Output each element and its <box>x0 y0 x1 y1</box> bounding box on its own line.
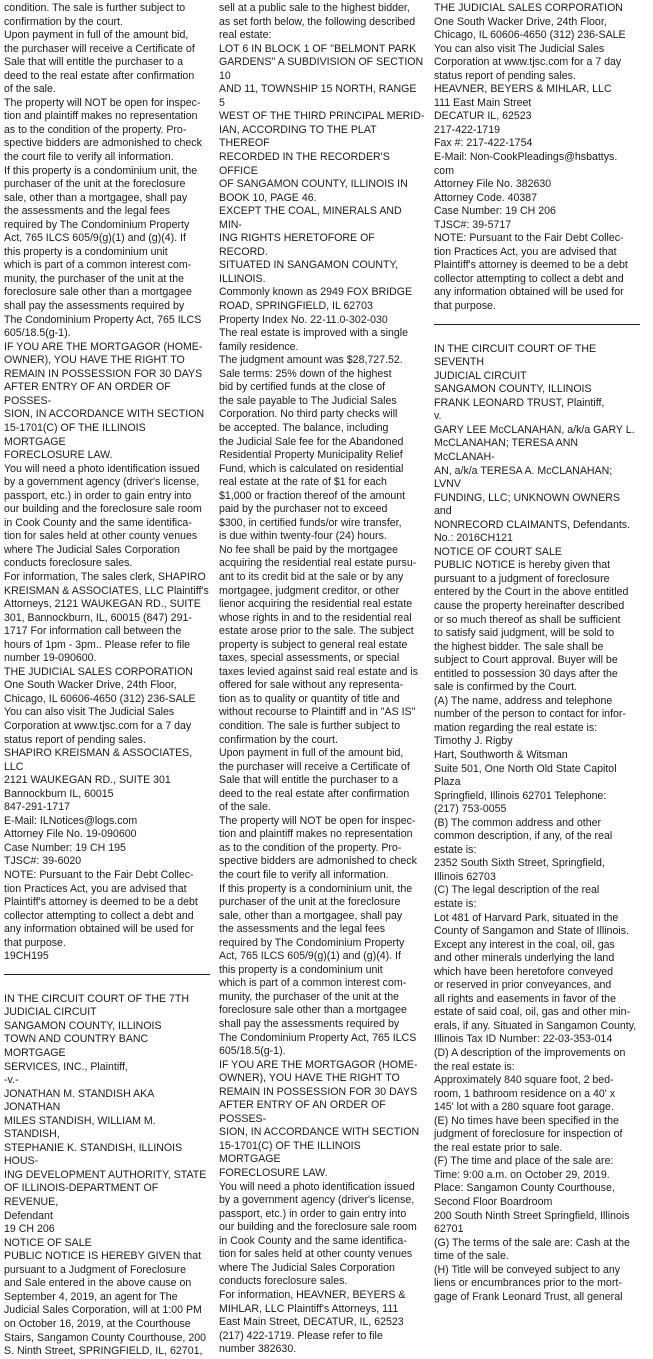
notice-line: THE JUDICIAL SALES CORPORATION <box>4 665 193 678</box>
notice-line: offered for sale without any representa- <box>219 679 404 692</box>
notice-line: v. <box>434 410 442 423</box>
notice-line: No.: 2016CH121 <box>434 532 513 545</box>
notice-line: as to the condition of the property. Pro- <box>4 123 187 136</box>
notice-line: the assessments and the legal fees <box>219 923 386 936</box>
notice-line: Fax #: 217-422-1754 <box>434 137 533 150</box>
notice-line: time of the sale. <box>434 1250 509 1263</box>
notice-line: as to the condition of the property. Pro- <box>219 841 402 854</box>
notice-line: Judicial Sales Corporation, will at 1:00 PM <box>4 1304 202 1317</box>
notice-line: GARDENS'' A SUBDIVISION OF SECTION 10 <box>219 56 424 82</box>
notice-line: 19 CH 206 <box>4 1223 55 1236</box>
notice-line: in Cook County and the same identifica- <box>219 1234 407 1247</box>
notice-line: tion Practices Act, you are advised that <box>4 882 187 895</box>
notice-line: room, 1 bathroom residence on a 40' x <box>434 1087 616 1100</box>
notice-line: Illinois Tax ID Number: 22-03-353-014 <box>434 1033 613 1046</box>
notice-line: sale, other than a mortgagee, shall pay <box>4 191 188 204</box>
notice-line: condition. The sale is further subject to <box>4 2 186 14</box>
notice-line: taxes, special assessments, or special <box>219 652 400 665</box>
notice-line: all rights and easements in favor of the <box>434 992 616 1005</box>
notice-line: conducts foreclosure sales. <box>219 1275 348 1288</box>
notice-line: Chicago, IL 60606-4650 (312) 236-SALE <box>434 29 626 42</box>
notice-line: ING RIGHTS HERETOFORE OF RECORD. <box>219 232 375 258</box>
notice-line: Case Number: 19 CH 206 <box>434 205 556 218</box>
notice-line: TOWN AND COUNTRY BANC MORTGAGE <box>4 1033 149 1060</box>
notice-line: Place: Sangamon County Courthouse, <box>434 1182 615 1195</box>
notice-line: Upon payment in full of the amount bid, <box>219 747 404 760</box>
notice-line: NONRECORD CLAIMANTS, Defendants. <box>434 518 631 531</box>
notice-line: FUNDING, LLC; UNKNOWN OWNERS and <box>434 491 620 518</box>
notice-line: Bannockburn IL, 60015 <box>4 787 114 800</box>
notice-line: Plaza <box>434 776 461 789</box>
notice-line: East Main Street, DECATUR, IL, 62523 <box>219 1316 404 1329</box>
notice-line: 605/18.5(g-1). <box>4 327 71 340</box>
notice-line: 2121 WAUKEGAN RD., SUITE 301 <box>4 774 171 787</box>
notice-line: mortgagee, judgment creditor, or other <box>219 584 400 597</box>
notice-line: 847-291-1717 <box>4 801 70 814</box>
notice-line: which have been heretofore conveyed <box>434 965 614 978</box>
notice-line: 145' lot with a 280 square foot garage. <box>434 1101 614 1114</box>
notice-text-block <box>434 2 640 314</box>
notice-text-block <box>4 993 210 1359</box>
notice-line: The real estate is improved with a single <box>219 327 409 340</box>
notice-line: FRANK LEONARD TRUST, Plaintiff, <box>434 396 605 409</box>
notice-line: condition. The sale is further subject to <box>219 719 401 732</box>
notice-line: this property is a condominium unit <box>219 963 383 976</box>
notice-line: shall pay the assessments required by <box>4 300 185 313</box>
notice-line: DECATUR IL, 62523 <box>434 110 532 123</box>
notice-line: Attorney Code. 40387 <box>434 191 538 204</box>
notice-line: tion Practices Act, you are advised that <box>434 245 617 258</box>
notice-line: County of Sangamon and State of Illinois. <box>434 925 629 938</box>
notice-line: Commonly known as 2949 FOX BRIDGE <box>219 286 413 299</box>
notice-line: by a government agency (driver's license, <box>4 476 200 489</box>
notice-line: One South Wacker Drive, 24th Floor, <box>4 679 177 692</box>
notice-line: tion and plaintiff makes no representation <box>4 110 198 123</box>
notice-line: 62701 <box>434 1223 464 1236</box>
notice-line: required by The Condominium Property <box>219 936 405 949</box>
notice-line: AFTER ENTRY OF AN ORDER OF POSSES- <box>4 381 171 407</box>
notice-line: IN THE CIRCUIT COURT OF THE 7TH <box>4 992 190 1005</box>
notice-line: as set forth below, the following described <box>219 15 416 28</box>
notice-line: number 382630. <box>219 1343 297 1356</box>
notice-line: the court file to verify all information. <box>219 869 389 881</box>
notice-line: of the sale. <box>219 801 271 814</box>
notice-line: purchaser of the unit at the foreclosure <box>4 178 186 191</box>
notice-line: Attorney File No. 382630 <box>434 178 552 191</box>
notice-line: ant to its credit bid at the sale or by any <box>219 570 404 583</box>
notice-line: THE JUDICIAL SALES CORPORATION <box>434 2 623 14</box>
notice-line: McCLANAHAN; TERESA ANN McCLANAH- <box>434 437 579 463</box>
notice-line: 15-1701(C) OF THE ILLINOIS MORTGAGE <box>4 421 146 448</box>
notice-line: subject to Court approval. Buyer will be <box>434 654 618 667</box>
notice-line: tion for sales held at other county venues <box>4 530 198 543</box>
notice-column-1 <box>4 2 210 1358</box>
notice-line: JONATHAN M. STANDISH AKA JONATHAN <box>4 1087 154 1114</box>
notice-line: in Cook County and the same identifica- <box>4 516 192 529</box>
notice-line: lienor acquiring the residential real estate <box>219 598 413 611</box>
notice-line: (217) 422-1719. Please refer to file <box>219 1329 383 1342</box>
notice-line: Attorney File No. 19-090600 <box>4 828 137 841</box>
notice-line: HEAVNER, BEYERS & MIHLAR, LLC <box>434 83 612 96</box>
notice-line: of the sale. <box>4 83 56 96</box>
notice-line: September 4, 2019, an agent for The <box>4 1290 178 1303</box>
notice-line: JUDICIAL CIRCUIT <box>434 369 527 382</box>
notice-line: Springfield, Illinois 62701 Telephone: <box>434 789 607 802</box>
notice-line: You will need a photo identification issued <box>219 1180 415 1193</box>
notice-line: or reserved in prior conveyances, and <box>434 979 612 992</box>
notice-line: Sale that will entitle the purchaser to a <box>4 56 184 69</box>
notice-line: our building and the foreclosure sale room <box>219 1221 417 1234</box>
notice-line: (C) The legal description of the real <box>434 884 600 897</box>
notice-line: 2352 South Sixth Street, Springfield, <box>434 857 605 870</box>
notice-line: FORECLOSURE LAW. <box>219 1167 328 1180</box>
notice-line: PUBLIC NOTICE IS HEREBY GIVEN that <box>4 1250 202 1263</box>
notice-line: MILES STANDISH, WILLIAM M. STANDISH, <box>4 1114 156 1141</box>
notice-line: (E) No times have been specified in the <box>434 1114 619 1127</box>
notice-line: SION, IN ACCORDANCE WITH SECTION <box>219 1126 420 1139</box>
notice-line: NOTICE OF COURT SALE <box>434 545 562 558</box>
notice-line: AND 11, TOWNSHIP 15 NORTH, RANGE 5 <box>219 83 417 109</box>
notice-line: spective bidders are admonished to check <box>4 137 202 150</box>
notice-line: If this property is a condominium unit, the <box>219 882 413 895</box>
notice-line: Plaintiff's attorney is deemed to be a debt <box>4 896 198 909</box>
notice-line: OWNER), YOU HAVE THE RIGHT TO <box>4 354 185 367</box>
notice-line: SANGAMON COUNTY, ILLINOIS <box>434 383 592 396</box>
notice-line: GARY LEE McCLANAHAN, a/k/a GARY L. <box>434 423 635 436</box>
notice-line: our building and the foreclosure sale room <box>4 503 202 516</box>
notice-line: IAN, ACCORDING TO THE PLAT THEREOF <box>219 123 377 150</box>
notice-line: 1717 For information call between the <box>4 625 182 638</box>
notice-line: Defendant <box>4 1209 53 1222</box>
notice-line: entitled to possession 30 days after the <box>434 667 618 680</box>
notice-line: conducts foreclosure sales. <box>4 557 133 570</box>
notice-line: $300, in certified funds/or wire transfer, <box>219 516 402 529</box>
notice-line: number 19-090600. <box>4 652 97 665</box>
notice-line: Act, 765 ILCS 605/9(g)(1) and (g)(4). If <box>219 950 401 963</box>
notice-line: WEST OF THE THIRD PRINCIPAL MERID- <box>219 110 425 123</box>
notice-line: Time: 9:00 a.m. on October 29, 2019. <box>434 1168 610 1181</box>
notice-line: -v.- <box>4 1074 19 1087</box>
notice-line: 111 East Main Street <box>434 96 532 109</box>
notice-line: the assessments and the legal fees <box>4 205 171 218</box>
notice-line: AN, a/k/a TERESA A. McCLANAHAN; LVNV <box>434 464 613 491</box>
notice-line: Act, 765 ILCS 605/9(g)(1) and (g)(4). If <box>4 232 186 245</box>
notice-line: any information obtained will be used for <box>4 923 194 936</box>
notice-line: the purchaser will receive a Certificate of <box>4 42 195 55</box>
notice-line: is due within twenty-four (24) hours. <box>219 530 387 543</box>
notice-line: real estate at the rate of $1 for each <box>219 476 387 489</box>
notice-line: mation regarding the real estate is: <box>434 721 598 734</box>
notice-line: munity, the purchaser of the unit at the <box>219 990 400 1003</box>
notice-line: S. Ninth Street, SPRINGFIELD, IL, 62701, <box>4 1345 203 1358</box>
notice-line: IF YOU ARE THE MORTGAGOR (HOME- <box>219 1058 418 1071</box>
notice-line: pursuant to a Judgment of Foreclosure <box>4 1263 186 1276</box>
notice-line: You can also visit The Judicial Sales <box>4 706 175 719</box>
notice-line: (H) Title will be conveyed subject to any <box>434 1263 621 1276</box>
notice-line: estate is: <box>434 898 477 910</box>
notice-line: OWNER), YOU HAVE THE RIGHT TO <box>219 1072 400 1085</box>
notice-line: For information, HEAVNER, BEYERS & <box>219 1288 406 1301</box>
notice-line: cause the property hereinafter described <box>434 599 625 612</box>
notice-line: TJSC#: 39-5717 <box>434 218 512 231</box>
notice-line: 200 South Ninth Street Springfield, Illinois <box>434 1209 630 1222</box>
notice-line: The property will NOT be open for inspec- <box>4 96 201 109</box>
notice-line: and other minerals underlying the land <box>434 952 615 965</box>
notice-line: Corporation. No third party checks will <box>219 408 398 421</box>
notice-line: spective bidders are admonished to check <box>219 855 417 868</box>
notice-line: (F) The time and place of the sale are: <box>434 1155 614 1168</box>
notice-divider <box>4 974 210 975</box>
notice-line: and Sale entered in the above cause on <box>4 1277 192 1290</box>
notice-line: this property is a condominium unit <box>4 245 168 258</box>
notice-line: gage of Frank Leonard Trust, all general <box>434 1290 623 1303</box>
notice-line: status report of pending sales. <box>4 733 146 746</box>
notice-text-block <box>219 2 425 1357</box>
notice-line: You can also visit The Judicial Sales <box>434 42 605 55</box>
notice-line: confirmation by the court. <box>219 733 338 746</box>
notice-line: where The Judicial Sales Corporation <box>4 543 180 556</box>
notice-line: common description, if any, of the real <box>434 830 613 843</box>
notice-line: SANGAMON COUNTY, ILLINOIS <box>4 1019 162 1032</box>
notice-text-block <box>4 2 210 964</box>
notice-line: sell at a public sale to the highest bidder, <box>219 2 410 14</box>
notice-line: SION, IN ACCORDANCE WITH SECTION <box>4 408 205 421</box>
notice-line: Property Index No. 22-11.0-302-030 <box>219 313 388 326</box>
notice-line: E-Mail: Non-CookPleadings@hsbattys. <box>434 151 618 164</box>
notice-line: 217-422-1719 <box>434 123 500 136</box>
notice-line: 15-1701(C) OF THE ILLINOIS MORTGAGE <box>219 1139 361 1166</box>
notice-line: the real estate is: <box>434 1060 515 1073</box>
notice-line: REMAIN IN POSSESSION FOR 30 DAYS <box>219 1085 418 1098</box>
notice-line: FORECLOSURE LAW. <box>4 449 113 462</box>
notice-line: foreclosure sale other than a mortgagee <box>4 286 192 299</box>
notice-line: Sale terms: 25% down of the highest <box>219 367 392 380</box>
notice-line: Sale that will entitle the purchaser to a <box>219 774 399 787</box>
notice-line: passport, etc.) in order to gain entry into <box>219 1207 407 1220</box>
notice-line: shall pay the assessments required by <box>219 1018 400 1031</box>
notice-line: (217) 753-0055 <box>434 803 507 816</box>
notice-line: The judgment amount was $28,727.52. <box>219 354 403 367</box>
notice-line: family residence. <box>219 340 299 353</box>
notice-line: The property will NOT be open for inspec- <box>219 814 416 827</box>
notice-line: Illinois 62703 <box>434 870 496 883</box>
notice-line: or so much thereof as shall be sufficient <box>434 613 621 626</box>
notice-line: ILLINOIS. <box>219 272 266 285</box>
notice-line: IF YOU ARE THE MORTGAGOR (HOME- <box>4 340 203 353</box>
notice-line: deed to the real estate after confirmation <box>219 787 410 800</box>
notice-line: the purchaser will receive a Certificate of <box>219 760 410 773</box>
notice-line: bid by certified funds at the close of <box>219 381 386 394</box>
notice-line: status report of pending sales. <box>434 69 576 82</box>
notice-line: IN THE CIRCUIT COURT OF THE SEVENTH <box>434 342 597 369</box>
notice-line: on October 16, 2019, at the Courthouse <box>4 1317 191 1330</box>
notice-line: SHAPIRO KREISMAN & ASSOCIATES, LLC <box>4 747 193 773</box>
notice-line: NOTICE OF SALE <box>4 1236 92 1249</box>
notice-line: The Condominium Property Act, 765 ILCS <box>4 313 202 326</box>
notice-line: Timothy J. Rigby <box>434 735 513 748</box>
notice-line: SITUATED IN SANGAMON COUNTY, <box>219 259 399 272</box>
notice-line: property is subject to general real estate <box>219 638 408 651</box>
notice-line: estate of said coal, oil, gas and other min- <box>434 1006 631 1019</box>
notice-line: Suite 501, One North Old State Capitol <box>434 762 617 775</box>
notice-line: 605/18.5(g-1). <box>219 1045 286 1058</box>
notice-line: any information obtained will be used for <box>434 286 624 299</box>
notice-line: tion for sales held at other county venues <box>219 1248 413 1261</box>
notice-line: MIHLAR, LLC Plaintiff's Attorneys, 111 <box>219 1302 399 1315</box>
notice-line: Fund, which is calculated on residential <box>219 462 404 475</box>
notice-line: Case Number: 19 CH 195 <box>4 841 126 854</box>
notice-line: pursuant to a judgment of foreclosure <box>434 572 610 585</box>
notice-line: NOTE: Pursuant to the Fair Debt Collec- <box>4 869 194 881</box>
notice-line: com <box>434 164 455 177</box>
notice-line: TJSC#: 39-6020 <box>4 855 82 868</box>
notice-line: Upon payment in full of the amount bid, <box>4 29 189 42</box>
notice-text-block <box>434 343 640 1305</box>
notice-line: The Condominium Property Act, 765 ILCS <box>219 1031 417 1044</box>
notice-line: sale is confirmed by the Court. <box>434 681 578 694</box>
notice-line: sale, other than a mortgagee, shall pay <box>219 909 403 922</box>
notice-line: the sale payable to The Judicial Sales <box>219 394 397 407</box>
notice-line: the highest bidder. The sale shall be <box>434 640 604 653</box>
notice-line: deed to the real estate after confirmation <box>4 69 195 82</box>
notice-line: KREISMAN & ASSOCIATES, LLC Plaintiff's <box>4 584 209 597</box>
notice-line: EXCEPT THE COAL, MINERALS AND MIN- <box>219 205 402 231</box>
notice-column-3 <box>434 2 640 1342</box>
notice-line: hours of 1pm - 3pm.. Please refer to file <box>4 638 191 651</box>
notice-line: the court file to verify all information. <box>4 151 174 164</box>
notice-line: collector attempting to collect a debt and <box>434 272 624 285</box>
notice-line: erals, if any. Situated in Sangamon County, <box>434 1019 637 1032</box>
notice-line: For information, The sales clerk, SHAPIRO <box>4 570 206 583</box>
notice-line: JUDICIAL CIRCUIT <box>4 1006 97 1019</box>
notice-line: BOOK 10, PAGE 46. <box>219 191 317 204</box>
notice-line: collector attempting to collect a debt and <box>4 909 194 922</box>
notice-line: PUBLIC NOTICE is hereby given that <box>434 559 611 572</box>
notice-line: tion and plaintiff makes no representation <box>219 828 413 841</box>
notice-line: entered by the Court in the above entitled <box>434 586 629 599</box>
notice-line: (G) The terms of the sale are: Cash at the <box>434 1236 630 1249</box>
notice-line: estate arose prior to the sale. The subject <box>219 625 414 638</box>
notice-line: to satisfy said judgment, will be sold to <box>434 627 615 640</box>
notice-line: OF SANGAMON COUNTY, ILLINOIS IN <box>219 178 408 191</box>
notice-line: acquiring the residential real estate pursu- <box>219 557 417 570</box>
notice-line: (A) The name, address and telephone <box>434 694 613 707</box>
notice-line: NOTE: Pursuant to the Fair Debt Collec- <box>434 232 624 245</box>
notice-line: ING DEVELOPMENT AUTHORITY, STATE <box>4 1168 207 1181</box>
notice-line: that purpose. <box>434 300 496 313</box>
notice-line: without recourse to Plaintiff and in "AS IS" <box>219 706 416 719</box>
notice-line: by a government agency (driver's license, <box>219 1194 415 1207</box>
notice-line: taxes levied against said real estate and is <box>219 665 419 678</box>
notice-line: Lot 481 of Harvard Park, situated in the <box>434 911 619 924</box>
notice-line: whose rights in and to the residential real <box>219 611 412 624</box>
notice-line: which is part of a common interest com- <box>219 977 407 990</box>
notice-line: Residential Property Municipality Relief <box>219 449 403 462</box>
notice-line: (B) The common address and other <box>434 816 602 829</box>
notice-line: Except any interest in the coal, oil, gas <box>434 938 615 951</box>
notice-line: number of the person to contact for infor- <box>434 708 626 721</box>
notice-line: No fee shall be paid by the mortgagee <box>219 543 399 556</box>
notice-line: required by The Condominium Property <box>4 218 190 231</box>
notice-line: $1,000 or fraction thereof of the amount <box>219 489 406 502</box>
notice-line: Chicago, IL 60606-4650 (312) 236-SALE <box>4 692 196 705</box>
notice-line: be accepted. The balance, including <box>219 421 389 434</box>
notice-line: which is part of a common interest com- <box>4 259 192 272</box>
notice-line: Corporation at www.tjsc.com for a 7 day <box>4 719 192 732</box>
notice-line: tion as to quality or quantity of title and <box>219 692 400 705</box>
notice-line: Hart, Southworth & Witsman <box>434 748 568 761</box>
notice-line: paid by the purchaser not to exceed <box>219 503 388 516</box>
notice-line: STEPHANIE K. STANDISH, ILLINOIS HOUS- <box>4 1141 183 1168</box>
notice-line: liens or encumbrances prior to the mort- <box>434 1277 622 1290</box>
notice-line: Corporation at www.tjsc.com for a 7 day <box>434 56 622 69</box>
notice-line: Plaintiff's attorney is deemed to be a debt <box>434 259 628 272</box>
notice-line: SERVICES, INC., Plaintiff, <box>4 1060 128 1073</box>
notice-line: that purpose. <box>4 936 66 949</box>
notice-line: ROAD, SPRINGFIELD, IL 62703 <box>219 300 373 313</box>
notice-line: confirmation by the court. <box>4 15 123 28</box>
notice-line: the Judicial Sale fee for the Abandoned <box>219 435 404 448</box>
notice-line: You will need a photo identification issued <box>4 462 200 475</box>
notice-line: LOT 6 IN BLOCK 1 OF ''BELMONT PARK <box>219 42 417 55</box>
notice-line: Stairs, Sangamon County Courthouse, 200 <box>4 1331 206 1344</box>
notice-line: purchaser of the unit at the foreclosure <box>219 896 401 909</box>
notice-line: estate is: <box>434 843 477 856</box>
notice-line: RECORDED IN THE RECORDER'S OFFICE <box>219 151 390 177</box>
notice-line: where The Judicial Sales Corporation <box>219 1261 395 1274</box>
notice-line: judgment of foreclosure for inspection of <box>434 1128 623 1141</box>
notice-line: Approximately 840 square foot, 2 bed- <box>434 1074 614 1087</box>
notice-line: passport, etc.) in order to gain entry into <box>4 489 192 502</box>
notice-line: AFTER ENTRY OF AN ORDER OF POSSES- <box>219 1099 386 1125</box>
notice-line: OF ILLINOIS-DEPARTMENT OF REVENUE, <box>4 1182 159 1209</box>
notice-line: 19CH195 <box>4 950 49 963</box>
notice-line: Second Floor Boardroom <box>434 1196 553 1209</box>
notice-line: 301, Bannockburn, IL, 60015 (847) 291- <box>4 611 192 624</box>
notice-line: REMAIN IN POSSESSION FOR 30 DAYS <box>4 367 203 380</box>
notice-line: E-Mail: ILNotices@logs.com <box>4 814 138 827</box>
notice-divider <box>434 324 640 325</box>
notice-line: (D) A description of the improvements on <box>434 1047 626 1060</box>
notice-line: Attorneys, 2121 WAUKEGAN RD., SUITE <box>4 598 201 611</box>
notice-line: foreclosure sale other than a mortgagee <box>219 1004 407 1017</box>
notice-line: the real estate prior to sale. <box>434 1141 563 1154</box>
notice-column-2 <box>219 2 425 1356</box>
notice-line: One South Wacker Drive, 24th Floor, <box>434 15 607 28</box>
notice-line: If this property is a condominium unit, the <box>4 164 198 177</box>
notice-line: munity, the purchaser of the unit at the <box>4 272 185 285</box>
notice-line: real estate: <box>219 29 272 42</box>
